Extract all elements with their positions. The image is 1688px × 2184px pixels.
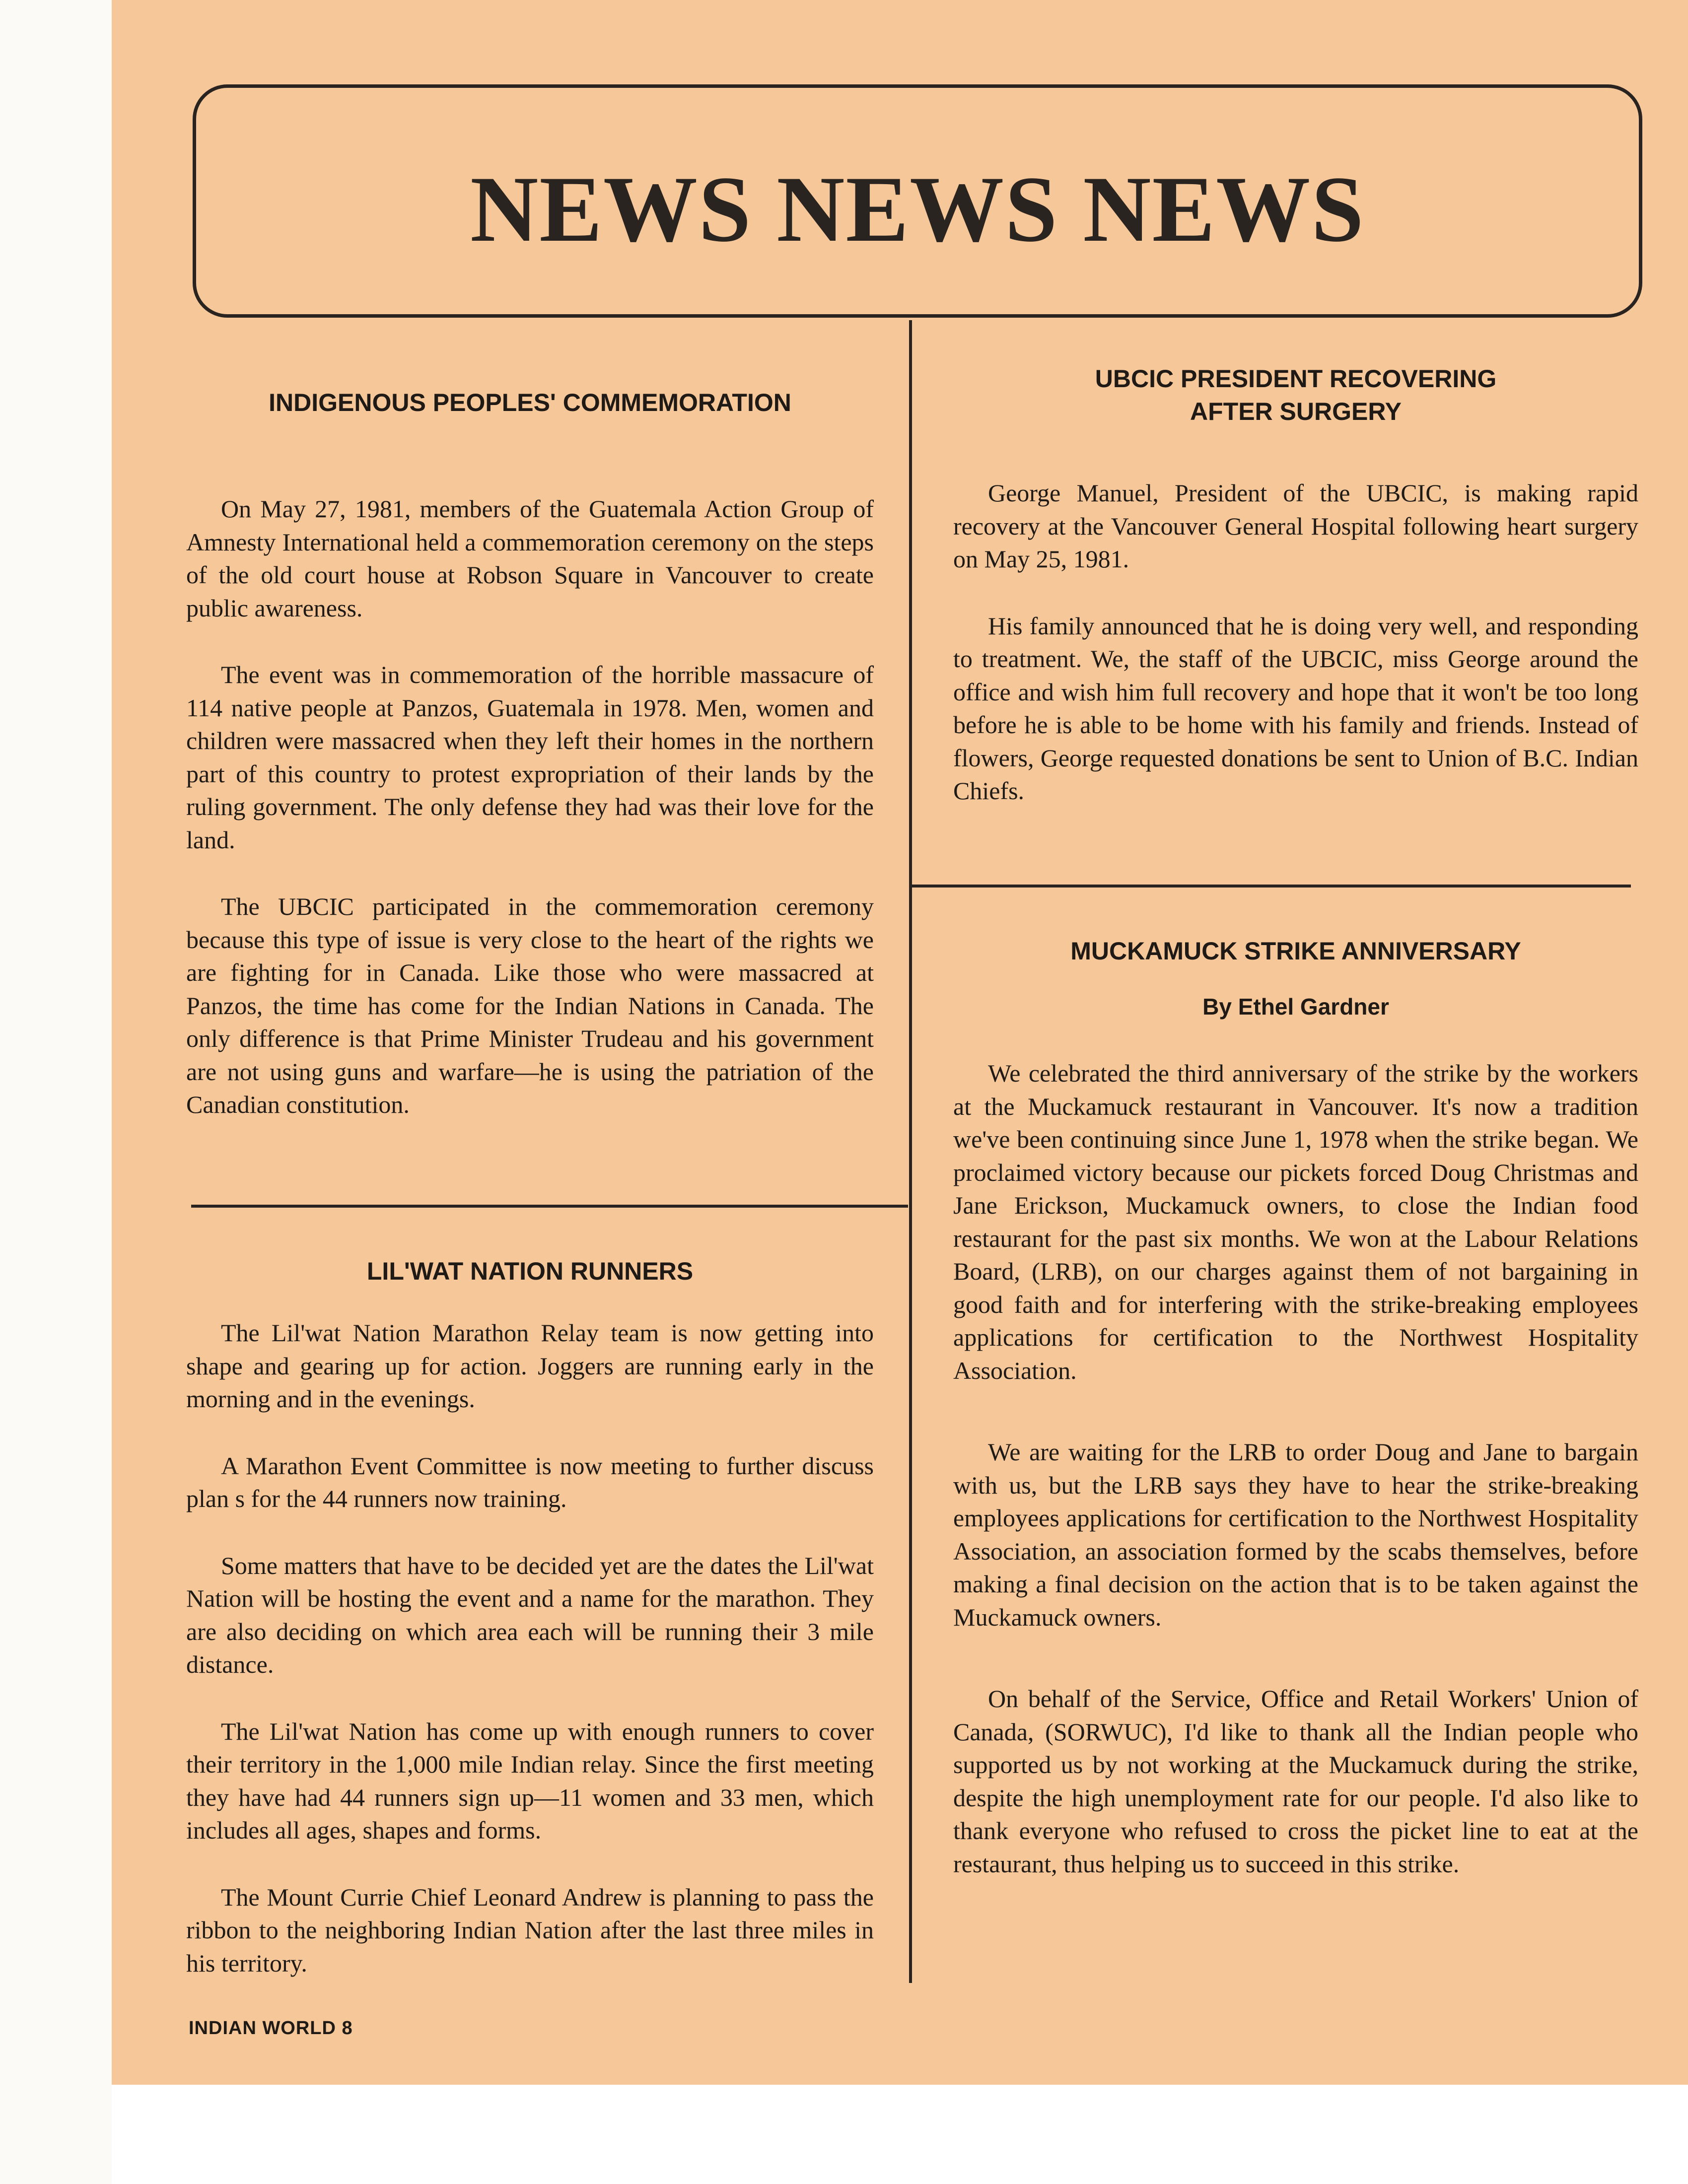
right-article-divider: [911, 885, 1631, 887]
article-paragraph: We celebrated the third anniversary of the strike by the workers at the Muckamuck restaurant in Vancouver. It's now a tradition we've been continuing since June 1, 1978 when the strike began. We proclaimed victory because our pickets forced Doug Christmas and Jane Erickson, Muckamuck owners, to close the Indian food restaurant for the past six months. We won at the Labour Relations Board, (LRB), on our charges against them of not bargaining in good faith and for interfering with the strike-breaking employees applications for certification to the Northwest Hospitality Association.: [953, 1059, 1638, 1384]
left-article-divider: [191, 1205, 908, 1208]
article-paragraph: The UBCIC participated in the commemoration ceremony because this type of issue is very close to the heart of the rights we are fighting for in Canada. Like those who were massacred at Panzos, the time has come for the Indian Nations in Canada. The only difference is that Prime Minister Trudeau and his government are not using guns and warfare—he is using the patriation of the Canadian constitution.: [186, 892, 874, 1118]
article-commemoration: [186, 386, 874, 1155]
masthead-box: [193, 84, 1642, 318]
article-headline: LIL'WAT NATION RUNNERS: [366, 1257, 694, 1285]
article-paragraph: The Mount Currie Chief Leonard Andrew is planning to pass the ribbon to the neighboring Indian Nation after the last three miles in his territory.: [186, 1883, 874, 1977]
article-paragraph: The event was in commemoration of the horrible massacure of 114 native people at Panzos, Guatemala in 1978. Men, women and children were massacred when they left their homes in the northern part of this country to protest expropriation of their lands by the ruling government. The only defense they had was their love for the land.: [186, 661, 874, 854]
article-paragraph: The Lil'wat Nation Marathon Relay team is now getting into shape and gearing up for action. Joggers are running early in the morning and in the evenings.: [186, 1319, 874, 1413]
scan-margin: [0, 0, 112, 2184]
article-strike: [953, 935, 1638, 1914]
column-divider: [909, 320, 912, 1983]
masthead-title: NEWS NEWS NEWS: [470, 157, 1365, 262]
article-runners: [186, 1255, 874, 2013]
article-paragraph: George Manuel, President of the UBCIC, is making rapid recovery at the Vancouver General Hospital following heart surgery on May 25, 1981.: [953, 479, 1638, 573]
article-paragraph: The Lil'wat Nation has come up with enough runners to cover their territory in the 1,000 mile Indian relay. Since the first meeting they have had 44 runners sign up—11 women and 33 men, which includes all ages, shapes and forms.: [186, 1717, 874, 1844]
page-footer: INDIAN WORLD 8: [189, 2018, 353, 2039]
article-byline: By Ethel Gardner: [1202, 994, 1389, 1020]
article-headline: MUCKAMUCK STRIKE ANNIVERSARY: [1070, 937, 1521, 965]
article-headline: INDIGENOUS PEOPLES' COMMEMORATION: [269, 389, 791, 416]
article-paragraph: His family announced that he is doing very well, and responding to treatment. We, the staff of the UBCIC, miss George around the office and wish him full recovery and hope that it won't be too long before he is able to be home with his family and friends. Instead of flowers, George requested donations be sent to Union of B.C. Indian Chiefs.: [953, 612, 1638, 805]
article-paragraph: Some matters that have to be decided yet are the dates the Lil'wat Nation will be hosting the event and a name for the marathon. They are also deciding on which area each will be running their 3 mile distance.: [186, 1551, 874, 1678]
article-paragraph: On May 27, 1981, members of the Guatemala Action Group of Amnesty International held a commemoration ceremony on the steps of the old court house at Robson Square in Vancouver to create public awareness.: [186, 495, 874, 622]
article-headline-line2: AFTER SURGERY: [1190, 398, 1402, 425]
article-headline-line1: UBCIC PRESIDENT RECOVERING: [1095, 365, 1497, 393]
article-president: [953, 362, 1638, 841]
article-paragraph: On behalf of the Service, Office and Retail Workers' Union of Canada, (SORWUC), I'd like to thank all the Indian people who supported us by not working at the Muckamuck during the strike, despite the high unemployment rate for our people. I'd also like to thank everyone who refused to cross the picket line to eat at the restaurant, thus helping us to succeed in this strike.: [953, 1685, 1638, 1878]
article-paragraph: A Marathon Event Committee is now meeting to further discuss plan s for the 44 runners now training.: [186, 1451, 874, 1512]
article-paragraph: We are waiting for the LRB to order Doug and Jane to bargain with us, but the LRB says they have to hear the strike-breaking employees applications for certification to the Northwest Hospitality Association, an association formed by the scabs themselves, before making a final decision on the action that is to be taken against the Muckamuck owners.: [953, 1438, 1638, 1631]
